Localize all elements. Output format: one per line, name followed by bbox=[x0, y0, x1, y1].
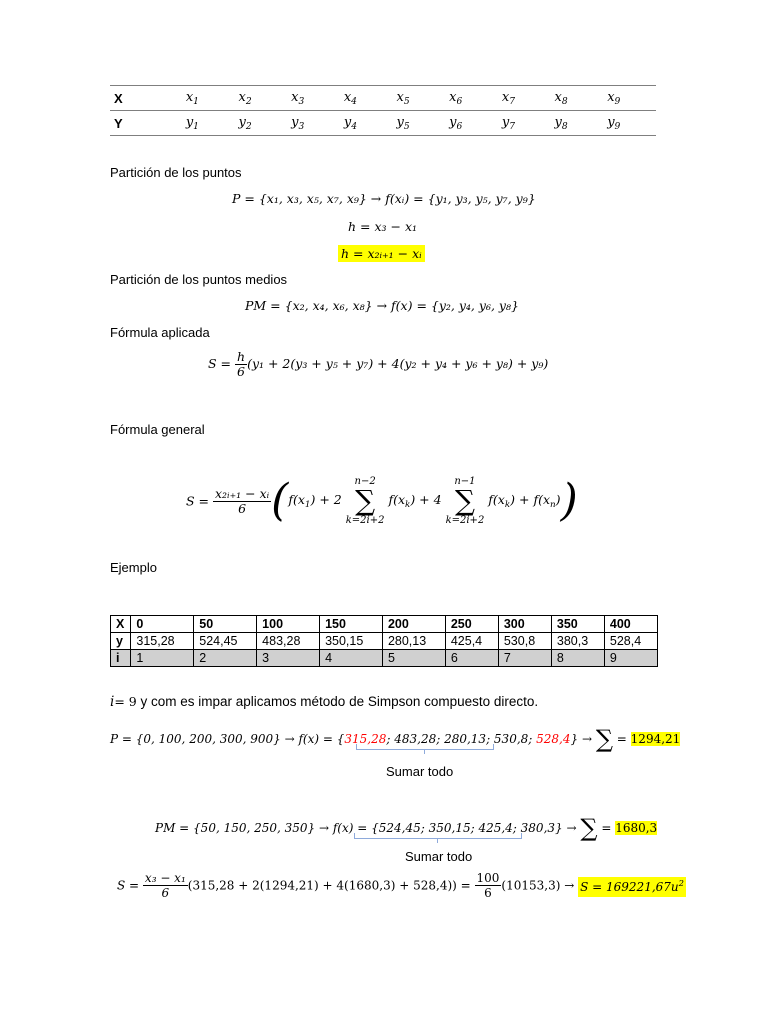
table-cell: 425,4 bbox=[445, 633, 498, 650]
table-cell: 4 bbox=[320, 650, 383, 667]
table-cell: 200 bbox=[382, 616, 445, 633]
brace-tip-icon bbox=[424, 749, 425, 754]
sum-result-p: 1294,21 bbox=[630, 732, 681, 746]
table-cell: $y_4$ bbox=[340, 111, 393, 136]
table-cell: $x_5$ bbox=[393, 86, 446, 111]
equation-h-general-highlighted: h = x₂ᵢ₊₁ − xᵢ bbox=[338, 245, 425, 262]
table-cell: X bbox=[111, 616, 131, 633]
sigma-icon: n−2 ∑ k=2i+2 bbox=[345, 476, 385, 526]
heading-formula-aplicada: Fórmula aplicada bbox=[110, 325, 210, 340]
equation-h-definition: h = x₃ − x₁ bbox=[348, 219, 418, 234]
heading-particion-puntos: Partición de los puntos bbox=[110, 165, 242, 180]
brace-icon bbox=[356, 744, 494, 750]
table-cell: 350,15 bbox=[320, 633, 383, 650]
table-cell: 280,13 bbox=[382, 633, 445, 650]
heading-ejemplo: Ejemplo bbox=[110, 560, 157, 575]
table-cell: $x_4$ bbox=[340, 86, 393, 111]
table-row-y bbox=[111, 633, 658, 650]
heading-formula-general: Fórmula general bbox=[110, 422, 205, 437]
table-cell: 315,28 bbox=[131, 633, 194, 650]
equation-pm-example: PM = {50, 150, 250, 350} → f(x) = {524,45; 350,15; 425,4; 380,3} → ∑ = 1680,3 bbox=[155, 814, 658, 842]
table-cell: 350 bbox=[551, 616, 604, 633]
brace-icon bbox=[354, 833, 522, 839]
heading-particion-medios: Partición de los puntos medios bbox=[110, 272, 288, 287]
table-cell: 5 bbox=[382, 650, 445, 667]
sigma-icon: n−1 ∑ k=2i+2 bbox=[445, 476, 485, 526]
table-cell: y bbox=[111, 633, 131, 650]
equation-p-example: P = {0, 100, 200, 300, 900} → f(x) = {315,28; 483,28; 280,13; 530,8; 528,4} → ∑ = 1294,21 bbox=[110, 725, 681, 753]
equation-s-final: S = $\frac{\text{x₃ − x₁}}{6}$ (315,28 + 2(1294,21) + 4(1680,3) + 528,4)) = $\frac{100}{6}$ $(10153,3) \to S = 169221,67u^2$ bbox=[117, 871, 684, 900]
table-cell: $y_5$ bbox=[393, 111, 446, 136]
table-cell: 400 bbox=[604, 616, 657, 633]
row-label: Y bbox=[110, 111, 182, 136]
equation-p-definition: P = {x₁, x₃, x₅, x₇, x₉} → f(xᵢ) = {y₁, y₃, y₅, y₇, y₉} bbox=[232, 191, 536, 206]
table-cell: 0 bbox=[131, 616, 194, 633]
table-cell: 3 bbox=[257, 650, 320, 667]
sum-result-pm: 1680,3 bbox=[615, 821, 658, 835]
variables-table bbox=[110, 85, 656, 136]
sigma-icon: ∑ bbox=[595, 725, 613, 753]
table-cell: 150 bbox=[320, 616, 383, 633]
table-cell: $y_1$ bbox=[182, 111, 235, 136]
brace-tip-icon bbox=[437, 838, 438, 843]
label-sumar-todo: Sumar todo bbox=[386, 764, 454, 779]
table-row-y bbox=[110, 111, 656, 136]
table-cell: 530,8 bbox=[498, 633, 551, 650]
table-cell: $x_6$ bbox=[445, 86, 498, 111]
table-cell: 9 bbox=[604, 650, 657, 667]
table-cell: 1 bbox=[131, 650, 194, 667]
table-cell: 528,4 bbox=[604, 633, 657, 650]
table-cell: 250 bbox=[445, 616, 498, 633]
table-cell: $y_9$ bbox=[603, 111, 656, 136]
table-cell: $x_2$ bbox=[234, 86, 287, 111]
table-row-x bbox=[110, 86, 656, 111]
table-cell: 8 bbox=[551, 650, 604, 667]
table-cell: 524,45 bbox=[194, 633, 257, 650]
table-cell: 100 bbox=[257, 616, 320, 633]
table-cell: 6 bbox=[445, 650, 498, 667]
table-cell: $x_9$ bbox=[603, 86, 656, 111]
table-row-i bbox=[111, 650, 658, 667]
table-cell: $x_8$ bbox=[551, 86, 604, 111]
table-cell: $y_2$ bbox=[234, 111, 287, 136]
final-result-highlight: $S = 169221,67u^2$ bbox=[578, 877, 686, 897]
equation-pm-definition: PM = {x₂, x₄, x₆, x₈} → f(x) = {y₂, y₄, y₆, y₈} bbox=[245, 298, 519, 313]
example-data-table bbox=[110, 615, 658, 667]
table-cell: 380,3 bbox=[551, 633, 604, 650]
table-row-x bbox=[111, 616, 658, 633]
table-cell: $y_7$ bbox=[498, 111, 551, 136]
table-cell: $y_8$ bbox=[551, 111, 604, 136]
equation-s-general: S = $\frac{\text{x₂ᵢ₊₁ − xᵢ}}{6}$ ($f(x_1) + 2$ n−2 ∑ k=2i+2 $f(x_k) + 4$ n−1 ∑ k=2i+2 $f(x_k) + f(x_n)$) bbox=[186, 475, 578, 526]
equation-s-applied: S = $\frac{h}{6}$ (y₁ + 2(y₃ + y₅ + y₇) + 4(y₂ + y₄ + y₆ + y₈) + y₉) bbox=[208, 349, 549, 379]
row-label: X bbox=[110, 86, 182, 111]
parity-statement: i= 9 y com es impar aplicamos método de Simpson compuesto directo. bbox=[110, 694, 539, 710]
table-cell: $x_3$ bbox=[287, 86, 340, 111]
table-cell: 2 bbox=[194, 650, 257, 667]
label-sumar-todo: Sumar todo bbox=[405, 849, 473, 864]
table-cell: $x_1$ bbox=[182, 86, 235, 111]
table-cell: 50 bbox=[194, 616, 257, 633]
sigma-icon: ∑ bbox=[580, 814, 598, 842]
table-cell: $y_6$ bbox=[445, 111, 498, 136]
table-cell: $x_7$ bbox=[498, 86, 551, 111]
table-cell: 300 bbox=[498, 616, 551, 633]
table-cell: $y_3$ bbox=[287, 111, 340, 136]
table-cell: 7 bbox=[498, 650, 551, 667]
table-cell: 483,28 bbox=[257, 633, 320, 650]
table-cell: i bbox=[111, 650, 131, 667]
